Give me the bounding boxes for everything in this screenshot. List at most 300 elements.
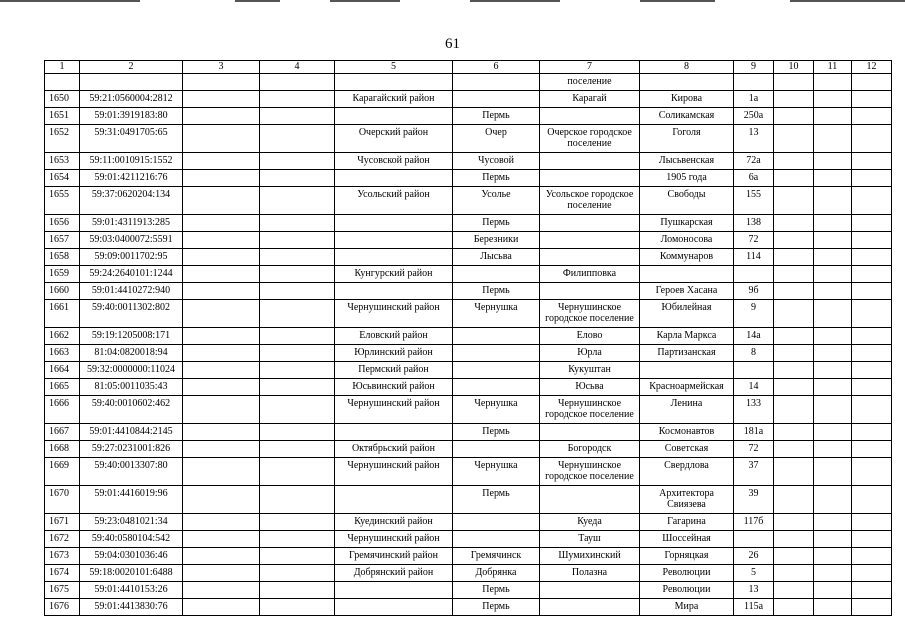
table-cell (814, 249, 852, 266)
table-cell (80, 74, 183, 91)
table-cell: Пермь (453, 215, 540, 232)
table-cell (183, 91, 260, 108)
table-cell: 1670 (45, 486, 80, 514)
column-header: 3 (183, 61, 260, 74)
table-cell (183, 153, 260, 170)
table-cell: 26 (734, 548, 774, 565)
table-cell (852, 153, 892, 170)
table-cell: Березники (453, 232, 540, 249)
table-cell: 1а (734, 91, 774, 108)
table-row (45, 362, 892, 379)
table-cell (814, 565, 852, 582)
table-cell (260, 548, 335, 565)
table-row (45, 187, 892, 215)
table-cell (453, 514, 540, 531)
table-cell (183, 548, 260, 565)
table-cell (774, 232, 814, 249)
column-header: 5 (335, 61, 453, 74)
table-cell: 1668 (45, 441, 80, 458)
table-cell (335, 249, 453, 266)
table-row (45, 379, 892, 396)
table-cell: 72 (734, 441, 774, 458)
table-cell: Шоссейная (640, 531, 734, 548)
table-cell: 59:03:0400072:5591 (80, 232, 183, 249)
table-cell (260, 396, 335, 424)
table-cell (335, 283, 453, 300)
table-row (45, 300, 892, 328)
table-cell (852, 582, 892, 599)
table-row (45, 283, 892, 300)
table-cell: Куединский район (335, 514, 453, 531)
table-cell: 1661 (45, 300, 80, 328)
column-header: 6 (453, 61, 540, 74)
table-cell: 1662 (45, 328, 80, 345)
table-cell (774, 187, 814, 215)
table-cell (640, 74, 734, 91)
column-header: 2 (80, 61, 183, 74)
table-cell: Добрянский район (335, 565, 453, 582)
table-cell (774, 283, 814, 300)
table-cell (734, 531, 774, 548)
table-cell: поселение (540, 74, 640, 91)
table-cell (183, 514, 260, 531)
table-cell (774, 531, 814, 548)
table-cell: Чернушка (453, 300, 540, 328)
table-cell: Октябрьский район (335, 441, 453, 458)
table-cell (453, 345, 540, 362)
table-cell (540, 283, 640, 300)
table-cell (852, 362, 892, 379)
table-cell (734, 74, 774, 91)
table-cell: Космонавтов (640, 424, 734, 441)
table-cell (453, 379, 540, 396)
table-cell: Пермь (453, 582, 540, 599)
table-cell (453, 531, 540, 548)
table-cell (852, 74, 892, 91)
table-cell (183, 125, 260, 153)
table-cell: 59:37:0620204:134 (80, 187, 183, 215)
column-header: 11 (814, 61, 852, 74)
table-row (45, 328, 892, 345)
table-cell: 1669 (45, 458, 80, 486)
table-cell (852, 170, 892, 187)
table-cell (183, 187, 260, 215)
table-cell (814, 441, 852, 458)
table-row (45, 345, 892, 362)
table-cell: Пермь (453, 170, 540, 187)
table-cell: Чернушинское городское поселение (540, 396, 640, 424)
table-cell (453, 91, 540, 108)
table-cell (260, 379, 335, 396)
table-cell: 1651 (45, 108, 80, 125)
column-header: 12 (852, 61, 892, 74)
table-cell: Коммунаров (640, 249, 734, 266)
table-cell (774, 153, 814, 170)
table-cell: 59:01:4416019:96 (80, 486, 183, 514)
table-cell (183, 215, 260, 232)
table-cell: 72а (734, 153, 774, 170)
table-cell: 1659 (45, 266, 80, 283)
table-cell (852, 396, 892, 424)
table-cell (183, 232, 260, 249)
table-cell: Архитектора Свиязева (640, 486, 734, 514)
table-cell (814, 91, 852, 108)
table-cell: Чернушинский район (335, 531, 453, 548)
table-cell: Куеда (540, 514, 640, 531)
table-cell: 59:01:4410844:2145 (80, 424, 183, 441)
table-cell: Гагарина (640, 514, 734, 531)
table-cell (852, 91, 892, 108)
table-cell (335, 486, 453, 514)
table-cell (260, 215, 335, 232)
column-header: 1 (45, 61, 80, 74)
table-cell (183, 396, 260, 424)
scan-edge-line (790, 0, 905, 2)
table-cell: 59:18:0020101:6488 (80, 565, 183, 582)
table-cell (540, 232, 640, 249)
table-row (45, 514, 892, 531)
table-cell (852, 458, 892, 486)
table-cell: Кукуштан (540, 362, 640, 379)
table-cell (852, 249, 892, 266)
table-cell: 59:40:0010602:462 (80, 396, 183, 424)
table-cell (852, 215, 892, 232)
column-header: 10 (774, 61, 814, 74)
table-cell (540, 215, 640, 232)
table-cell: 1653 (45, 153, 80, 170)
table-cell: Кунгурский район (335, 266, 453, 283)
table-cell: Богородск (540, 441, 640, 458)
table-cell: Юсьвинский район (335, 379, 453, 396)
table-cell: 117б (734, 514, 774, 531)
table-cell: Ломоносова (640, 232, 734, 249)
table-cell (453, 441, 540, 458)
table-cell (734, 362, 774, 379)
table-cell: Очерский район (335, 125, 453, 153)
table-cell (335, 582, 453, 599)
table-cell (183, 283, 260, 300)
table-cell: Чернушка (453, 396, 540, 424)
table-cell: 59:23:0481021:34 (80, 514, 183, 531)
table-cell: 59:09:0011702:95 (80, 249, 183, 266)
table-cell (852, 514, 892, 531)
table-cell (774, 345, 814, 362)
table-cell (774, 582, 814, 599)
table-cell (814, 514, 852, 531)
table-cell: 1664 (45, 362, 80, 379)
table-cell: Горняцкая (640, 548, 734, 565)
table-cell (814, 153, 852, 170)
table-cell: 14а (734, 328, 774, 345)
table-cell (260, 187, 335, 215)
table-cell (852, 441, 892, 458)
table-cell (45, 74, 80, 91)
table-cell (183, 328, 260, 345)
table-cell: 1672 (45, 531, 80, 548)
table-cell (335, 108, 453, 125)
column-header: 8 (640, 61, 734, 74)
table-cell: Полазна (540, 565, 640, 582)
table-cell (260, 125, 335, 153)
table-cell: 59:01:4311913:285 (80, 215, 183, 232)
table-cell (335, 599, 453, 616)
table-cell: Лысьвенская (640, 153, 734, 170)
table-cell (814, 379, 852, 396)
table-cell (540, 582, 640, 599)
table-row (45, 599, 892, 616)
table-cell (183, 565, 260, 582)
table-cell: Шумихинский (540, 548, 640, 565)
table-cell (814, 582, 852, 599)
table-row (45, 215, 892, 232)
table-cell: 9б (734, 283, 774, 300)
table-cell (852, 424, 892, 441)
table-cell (774, 74, 814, 91)
table-cell: Усольский район (335, 187, 453, 215)
table-cell: Пермь (453, 108, 540, 125)
table-cell (335, 215, 453, 232)
table-cell (774, 424, 814, 441)
table-cell: 59:40:0013307:80 (80, 458, 183, 486)
table-cell: Юсьва (540, 379, 640, 396)
table-row (45, 486, 892, 514)
table-cell (814, 424, 852, 441)
table-cell: Революции (640, 565, 734, 582)
table-cell (260, 565, 335, 582)
table-cell (260, 328, 335, 345)
table-cell (260, 362, 335, 379)
table-cell (814, 108, 852, 125)
table-cell: Героев Хасана (640, 283, 734, 300)
table-row (45, 125, 892, 153)
table-cell: Юрла (540, 345, 640, 362)
table-cell (774, 486, 814, 514)
table-cell: 1657 (45, 232, 80, 249)
table-cell (814, 266, 852, 283)
table-cell (260, 458, 335, 486)
scan-edge-line (470, 0, 560, 2)
table-cell: Усольское городское поселение (540, 187, 640, 215)
table-cell (260, 283, 335, 300)
table-cell: Еловский район (335, 328, 453, 345)
table-cell: 13 (734, 582, 774, 599)
table-cell: Соликамская (640, 108, 734, 125)
table-row (45, 441, 892, 458)
table-cell (183, 441, 260, 458)
table-cell: Добрянка (453, 565, 540, 582)
table-cell: Чернушинский район (335, 458, 453, 486)
table-cell (814, 396, 852, 424)
table-cell: Пермь (453, 486, 540, 514)
column-header: 7 (540, 61, 640, 74)
table-cell: 1666 (45, 396, 80, 424)
table-cell (183, 74, 260, 91)
table-row (45, 153, 892, 170)
table-cell: Чусовой (453, 153, 540, 170)
table-cell: 1676 (45, 599, 80, 616)
table-cell (640, 266, 734, 283)
table-cell: Пермь (453, 424, 540, 441)
table-cell: 37 (734, 458, 774, 486)
table-cell: 1655 (45, 187, 80, 215)
scan-edge-line (235, 0, 280, 2)
table-cell: Советская (640, 441, 734, 458)
table-cell: 59:19:1205008:171 (80, 328, 183, 345)
table-cell: 181а (734, 424, 774, 441)
table-cell: Мира (640, 599, 734, 616)
table-cell: 114 (734, 249, 774, 266)
table-cell (260, 531, 335, 548)
table-cell: Карагайский район (335, 91, 453, 108)
table-cell: 1656 (45, 215, 80, 232)
table-cell (540, 424, 640, 441)
table-cell (852, 548, 892, 565)
table-cell: 59:01:4211216:76 (80, 170, 183, 187)
table-cell (260, 249, 335, 266)
table-row (45, 582, 892, 599)
table-cell: 1660 (45, 283, 80, 300)
table-cell (183, 582, 260, 599)
table-cell (774, 599, 814, 616)
table-row (45, 396, 892, 424)
table-cell: 250а (734, 108, 774, 125)
table-cell (183, 300, 260, 328)
table-cell (260, 170, 335, 187)
table-cell: Гоголя (640, 125, 734, 153)
table-cell: Чернушинский район (335, 300, 453, 328)
table-cell: 14 (734, 379, 774, 396)
table-cell (852, 599, 892, 616)
table-cell (814, 125, 852, 153)
table-cell (183, 362, 260, 379)
table-cell: Юрлинский район (335, 345, 453, 362)
table-cell: 1654 (45, 170, 80, 187)
table-cell: 59:01:4410153:26 (80, 582, 183, 599)
table-cell (260, 582, 335, 599)
table-cell: 59:40:0580104:542 (80, 531, 183, 548)
scan-edge-line (0, 0, 140, 2)
registry-table (44, 60, 892, 616)
table-cell: Свободы (640, 187, 734, 215)
table-cell (540, 153, 640, 170)
table-cell (260, 74, 335, 91)
table-cell: 59:01:3919183:80 (80, 108, 183, 125)
table-row (45, 531, 892, 548)
table-cell: Карла Маркса (640, 328, 734, 345)
column-header: 9 (734, 61, 774, 74)
table-cell: 1905 года (640, 170, 734, 187)
table-cell (183, 266, 260, 283)
table-cell (183, 345, 260, 362)
table-cell: Чернушинское городское поселение (540, 458, 640, 486)
table-cell (852, 187, 892, 215)
table-cell: 133 (734, 396, 774, 424)
table-cell: 1671 (45, 514, 80, 531)
page-number: 61 (445, 36, 460, 52)
scan-edge-line (330, 0, 400, 2)
table-cell (734, 266, 774, 283)
table-row (45, 74, 892, 91)
table-cell: Елово (540, 328, 640, 345)
table-cell (640, 362, 734, 379)
table-cell: 1665 (45, 379, 80, 396)
table-cell (774, 125, 814, 153)
table-cell: Чернушка (453, 458, 540, 486)
table-cell: Революции (640, 582, 734, 599)
table-cell (774, 328, 814, 345)
table-cell: Филипповка (540, 266, 640, 283)
table-row (45, 170, 892, 187)
table-row (45, 232, 892, 249)
table-cell: 6а (734, 170, 774, 187)
table-cell: 1667 (45, 424, 80, 441)
table-cell (852, 345, 892, 362)
table-cell (260, 441, 335, 458)
table-cell: 59:21:0560004:2812 (80, 91, 183, 108)
table-cell (774, 108, 814, 125)
table-cell: 1673 (45, 548, 80, 565)
table-cell (540, 170, 640, 187)
table-cell (540, 599, 640, 616)
table-row (45, 91, 892, 108)
table-cell (453, 362, 540, 379)
table-cell: Ленина (640, 396, 734, 424)
table-cell: 155 (734, 187, 774, 215)
table-cell: Пермь (453, 283, 540, 300)
table-cell (814, 170, 852, 187)
table-cell (260, 424, 335, 441)
table-cell (335, 74, 453, 91)
table-cell: 8 (734, 345, 774, 362)
table-cell: Очер (453, 125, 540, 153)
table-cell: 5 (734, 565, 774, 582)
table-cell (260, 599, 335, 616)
table-row (45, 266, 892, 283)
table-cell (453, 74, 540, 91)
table-cell (260, 300, 335, 328)
table-cell (774, 458, 814, 486)
table-cell (260, 486, 335, 514)
table-cell: 59:40:0011302:802 (80, 300, 183, 328)
table-cell: 9 (734, 300, 774, 328)
table-cell: 1675 (45, 582, 80, 599)
table-row (45, 108, 892, 125)
table-cell (260, 266, 335, 283)
table-cell (814, 599, 852, 616)
table-cell: Чусовской район (335, 153, 453, 170)
table-cell (183, 424, 260, 441)
table-row (45, 458, 892, 486)
table-cell: Пермский район (335, 362, 453, 379)
table-cell (852, 531, 892, 548)
table-cell (260, 153, 335, 170)
table-cell (852, 328, 892, 345)
table-cell: 138 (734, 215, 774, 232)
table-cell: 1674 (45, 565, 80, 582)
table-cell (774, 379, 814, 396)
table-cell: 59:27:0231001:826 (80, 441, 183, 458)
table-cell (774, 266, 814, 283)
table-cell (852, 283, 892, 300)
table-cell (183, 458, 260, 486)
table-row (45, 424, 892, 441)
table-cell: 1652 (45, 125, 80, 153)
table-cell (774, 300, 814, 328)
table-cell: Гремячинский район (335, 548, 453, 565)
table-cell (852, 379, 892, 396)
table-cell: Карагай (540, 91, 640, 108)
table-cell: 59:04:0301036:46 (80, 548, 183, 565)
